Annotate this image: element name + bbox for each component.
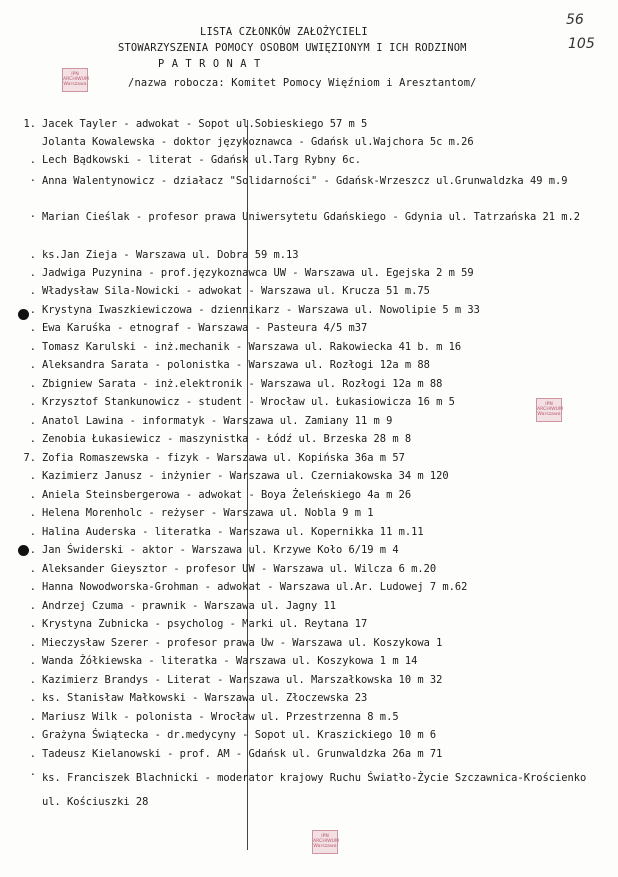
- item-number: .: [29, 267, 36, 279]
- list-item: [14, 208, 612, 223]
- list-item: [14, 563, 612, 578]
- item-number: .: [29, 544, 36, 556]
- member-entry: Jan Świderski - aktor - Warszawa ul. Krzywe Koło 6/19 m 4: [42, 544, 399, 556]
- member-entry: Krzysztof Stankunowicz - student - Wrocław ul. Łukasiowicza 16 m 5: [42, 396, 455, 408]
- item-number: .: [29, 415, 36, 427]
- working-name: /nazwa robocza: Komitet Pomocy Więźniom i Aresztantom/: [128, 77, 477, 89]
- list-item: [14, 285, 612, 300]
- member-entry: Zofia Romaszewska - fizyk - Warszawa ul. Kopińska 36a m 57: [42, 452, 405, 464]
- item-number: .: [29, 172, 36, 184]
- item-number: .: [29, 655, 36, 667]
- list-item: [14, 507, 612, 522]
- item-number: .: [29, 692, 36, 704]
- item-number: .: [29, 748, 36, 760]
- member-entry: Hanna Nowodworska-Grohman - adwokat - Warszawa ul.Ar. Ludowej 7 m.62: [42, 581, 468, 593]
- list-item: [14, 267, 612, 282]
- member-entry: ks.Jan Zieja - Warszawa ul. Dobra 59 m.13: [42, 249, 299, 261]
- archive-stamp: IPN ARCHIWUM Warszawa: [312, 830, 338, 854]
- member-entry: Marian Cieślak - profesor prawa Uniwersytetu Gdańskiego - Gdynia ul. Tatrzańska 21 m.2: [42, 211, 580, 223]
- item-number: .: [29, 304, 36, 316]
- list-item: [14, 415, 612, 430]
- list-item: [14, 396, 612, 411]
- member-entry: Jolanta Kowalewska - doktor językoznawca - Gdańsk ul.Wajchora 5c m.26: [42, 136, 474, 148]
- member-entry: ks. Franciszek Blachnicki - moderator krajowy Ruchu Światło-Życie Szczawnica-Krościenko ul. Kościuszki 28: [42, 772, 587, 808]
- item-number: .: [29, 433, 36, 445]
- list-item: [14, 637, 612, 652]
- item-number: .: [29, 359, 36, 371]
- list-item: [14, 249, 612, 264]
- list-item: [14, 581, 612, 596]
- list-item: [14, 692, 612, 707]
- member-entry: Władysław Sila-Nowicki - adwokat - Warszawa ul. Krucza 51 m.75: [42, 285, 430, 297]
- list-item: [14, 322, 612, 337]
- item-number: .: [29, 378, 36, 390]
- archive-stamp: IPN ARCHIWUM Warszawa: [62, 68, 88, 92]
- item-number: .: [29, 249, 36, 261]
- item-number: .: [29, 489, 36, 501]
- member-entry: Kazimierz Brandys - Literat - Warszawa ul. Marszałkowska 10 m 32: [42, 674, 443, 686]
- member-entry: Anatol Lawina - informatyk - Warszawa ul. Zamiany 11 m 9: [42, 415, 393, 427]
- list-item: [14, 172, 612, 187]
- item-number: .: [29, 600, 36, 612]
- list-item: [14, 359, 612, 374]
- member-entry: Mieczysław Szerer - profesor prawa Uw - Warszawa ul. Koszykowa 1: [42, 637, 443, 649]
- item-number: .: [29, 154, 36, 166]
- list-item: [14, 136, 612, 151]
- member-entry: Zbigniew Sarata - inż.elektronik - Warszawa ul. Rozłogi 12a m 88: [42, 378, 443, 390]
- item-number: .: [29, 674, 36, 686]
- list-item: [14, 600, 612, 615]
- member-entry: Krystyna Iwaszkiewiczowa - dziennikarz - Warszawa ul. Nowolipie 5 m 33: [42, 304, 480, 316]
- item-number: .: [29, 341, 36, 353]
- list-item: [14, 341, 612, 356]
- item-number: .: [29, 470, 36, 482]
- member-entry: Mariusz Wilk - polonista - Wrocław ul. Przestrzenna 8 m.5: [42, 711, 399, 723]
- item-number: 1.: [23, 118, 36, 130]
- list-item: [14, 729, 612, 744]
- list-item: [14, 304, 612, 319]
- member-entry: Krystyna Zubnicka - psycholog - Marki ul. Reytana 17: [42, 618, 368, 630]
- member-entry: Andrzej Czuma - prawnik - Warszawa ul. Jagny 11: [42, 600, 337, 612]
- member-entry: Aleksandra Sarata - polonistka - Warszawa ul. Rozłogi 12a m 88: [42, 359, 430, 371]
- document-title: LISTA CZŁONKÓW ZAŁOŻYCIELI: [200, 26, 368, 38]
- list-item: [14, 748, 612, 763]
- member-entry: Ewa Karuśka - etnograf - Warszawa - Pasteura 4/5 m37: [42, 322, 368, 334]
- item-number: .: [29, 618, 36, 630]
- list-item: [14, 655, 612, 670]
- member-entry: Anna Walentynowicz - działacz "Solidarności" - Gdańsk-Wrzeszcz ul.Grunwaldzka 49 m.9: [42, 175, 568, 187]
- list-item: [14, 618, 612, 633]
- item-number: .: [29, 637, 36, 649]
- list-item: [14, 470, 612, 485]
- list-item: [14, 489, 612, 504]
- member-entry: Tomasz Karulski - inż.mechanik - Warszawa ul. Rakowiecka 41 b. m 16: [42, 341, 462, 353]
- folio-number-note: 105: [568, 36, 595, 52]
- member-entry: Tadeusz Kielanowski - prof. AM - Gdańsk ul. Grunwaldzka 26a m 71: [42, 748, 443, 760]
- item-number: .: [29, 526, 36, 538]
- organization-name: P A T R O N A T: [158, 58, 261, 70]
- member-entry: Grażyna Świątecka - dr.medycyny - Sopot ul. Kraszickiego 10 m 6: [42, 729, 437, 741]
- member-entry: Aniela Steinsbergerowa - adwokat - Boya Żeleńskiego 4a m 26: [42, 489, 412, 501]
- item-number: .: [29, 322, 36, 334]
- member-entry: Jacek Tayler - adwokat - Sopot ul.Sobieskiego 57 m 5: [42, 118, 368, 130]
- member-entry: Kazimierz Janusz - inżynier - Warszawa ul. Czerniakowska 34 m 120: [42, 470, 449, 482]
- list-item: [14, 766, 612, 808]
- item-number: .: [29, 507, 36, 519]
- list-item: [14, 452, 612, 467]
- document-subtitle: STOWARZYSZENIA POMOCY OSOBOM UWIĘZIONYM I ICH RODZINOM: [118, 42, 467, 54]
- member-entry: Helena Morenholc - reżyser - Warszawa ul. Nobla 9 m 1: [42, 507, 374, 519]
- list-item: [14, 118, 612, 133]
- item-number: .: [29, 581, 36, 593]
- item-number: .: [29, 563, 36, 575]
- item-number: .: [29, 208, 36, 220]
- archive-stamp: IPN ARCHIWUM Warszawa: [536, 398, 562, 422]
- list-item: [14, 526, 612, 541]
- member-entry: Jadwiga Puzynina - prof.językoznawca UW - Warszawa ul. Egejska 2 m 59: [42, 267, 474, 279]
- member-entry: Lech Bądkowski - literat - Gdańsk ul.Targ Rybny 6c.: [42, 154, 362, 166]
- list-item: [14, 711, 612, 726]
- page-number-note: 56: [566, 12, 584, 28]
- item-number: .: [29, 285, 36, 297]
- list-item: [14, 544, 612, 559]
- member-entry: Halina Auderska - literatka - Warszawa ul. Kopernikka 11 m.11: [42, 526, 424, 538]
- member-entry: ks. Stanisław Małkowski - Warszawa ul. Złoczewska 23: [42, 692, 368, 704]
- item-number: .: [29, 766, 36, 778]
- member-entry: Zenobia Łukasiewicz - maszynistka - Łódź ul. Brzeska 28 m 8: [42, 433, 412, 445]
- list-item: [14, 674, 612, 689]
- item-number: .: [29, 729, 36, 741]
- list-item: [14, 154, 612, 169]
- list-item: [14, 378, 612, 393]
- item-number: .: [29, 396, 36, 408]
- member-entry: Wanda Żółkiewska - literatka - Warszawa ul. Koszykowa 1 m 14: [42, 655, 418, 667]
- item-number: 7.: [23, 452, 36, 464]
- item-number: .: [29, 711, 36, 723]
- member-entry: Aleksander Gieysztor - profesor UW - Warszawa ul. Wilcza 6 m.20: [42, 563, 437, 575]
- list-item: [14, 433, 612, 448]
